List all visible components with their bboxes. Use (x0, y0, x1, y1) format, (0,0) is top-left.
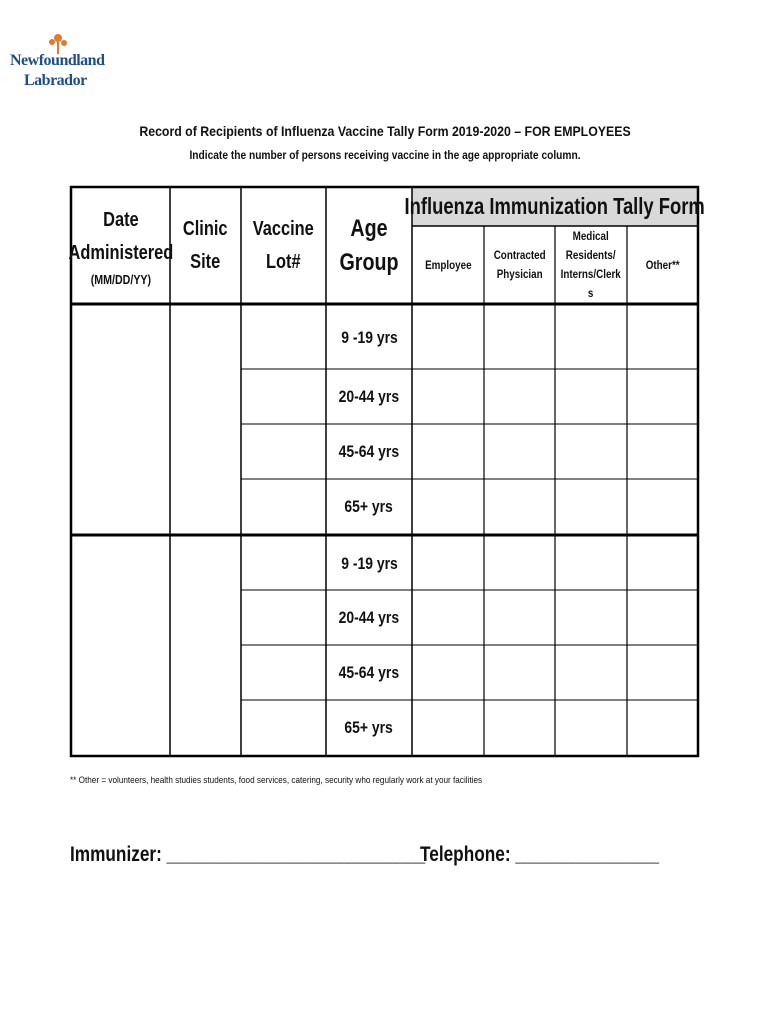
immunizer-signature-line: Immunizer: ___________________________ (70, 843, 426, 866)
vaccine-lot-header (241, 187, 326, 304)
lot-header-line2: Lot# (266, 250, 301, 273)
age-header-line1: Age (350, 214, 388, 242)
form-title: Record of Recipients of Influenza Vaccine Tally Form 2019-2020 – FOR EMPLOYEES (139, 123, 631, 139)
clinic-header-line2: Site (190, 250, 221, 273)
date-header-line2: Administered (68, 242, 173, 264)
age-header-line2: Group (339, 248, 399, 276)
other-category-footnote: ** Other = volunteers, health studies students, food services, catering, security who regularly work at your facilities (70, 775, 483, 786)
tally-form-header (404, 187, 706, 226)
telephone-line: Telephone: _______________ (420, 843, 660, 866)
age-row-label: 9 -19 yrs (340, 327, 398, 347)
age-row-label: 9 -19 yrs (340, 553, 398, 573)
tally-form-title: Influenza Immunization Tally Form (404, 193, 706, 219)
lot-header-line1: Vaccine (252, 217, 315, 240)
other-column-header: Other** (645, 257, 680, 272)
age-row-label: 20-44 yrs (338, 386, 400, 406)
form-instructions: Indicate the number of persons receiving vaccine in the age appropriate column. (189, 148, 581, 162)
contracted-physician-column-header: Contracted Physician (493, 248, 546, 281)
date-format-hint: (MM/DD/YY) (90, 272, 151, 287)
date-administered-header (68, 187, 173, 304)
logo-line-2: Labrador (24, 72, 87, 89)
logo-line-1: Newfoundland (10, 52, 105, 69)
clinic-header-line1: Clinic (183, 217, 228, 240)
employee-column-header: Employee (424, 257, 472, 272)
age-row-label: 65+ yrs (344, 718, 394, 737)
age-row-label: 45-64 yrs (338, 662, 400, 682)
age-row-label: 45-64 yrs (338, 441, 400, 461)
age-row-label: 20-44 yrs (338, 607, 400, 627)
clinic-site-header (170, 187, 241, 304)
medical-residents-column-header: Medical Residents/ Interns/Clerk s (560, 229, 622, 300)
age-row-label: 65+ yrs (344, 497, 394, 516)
age-group-header (326, 187, 412, 304)
date-header-line1: Date (102, 209, 139, 231)
